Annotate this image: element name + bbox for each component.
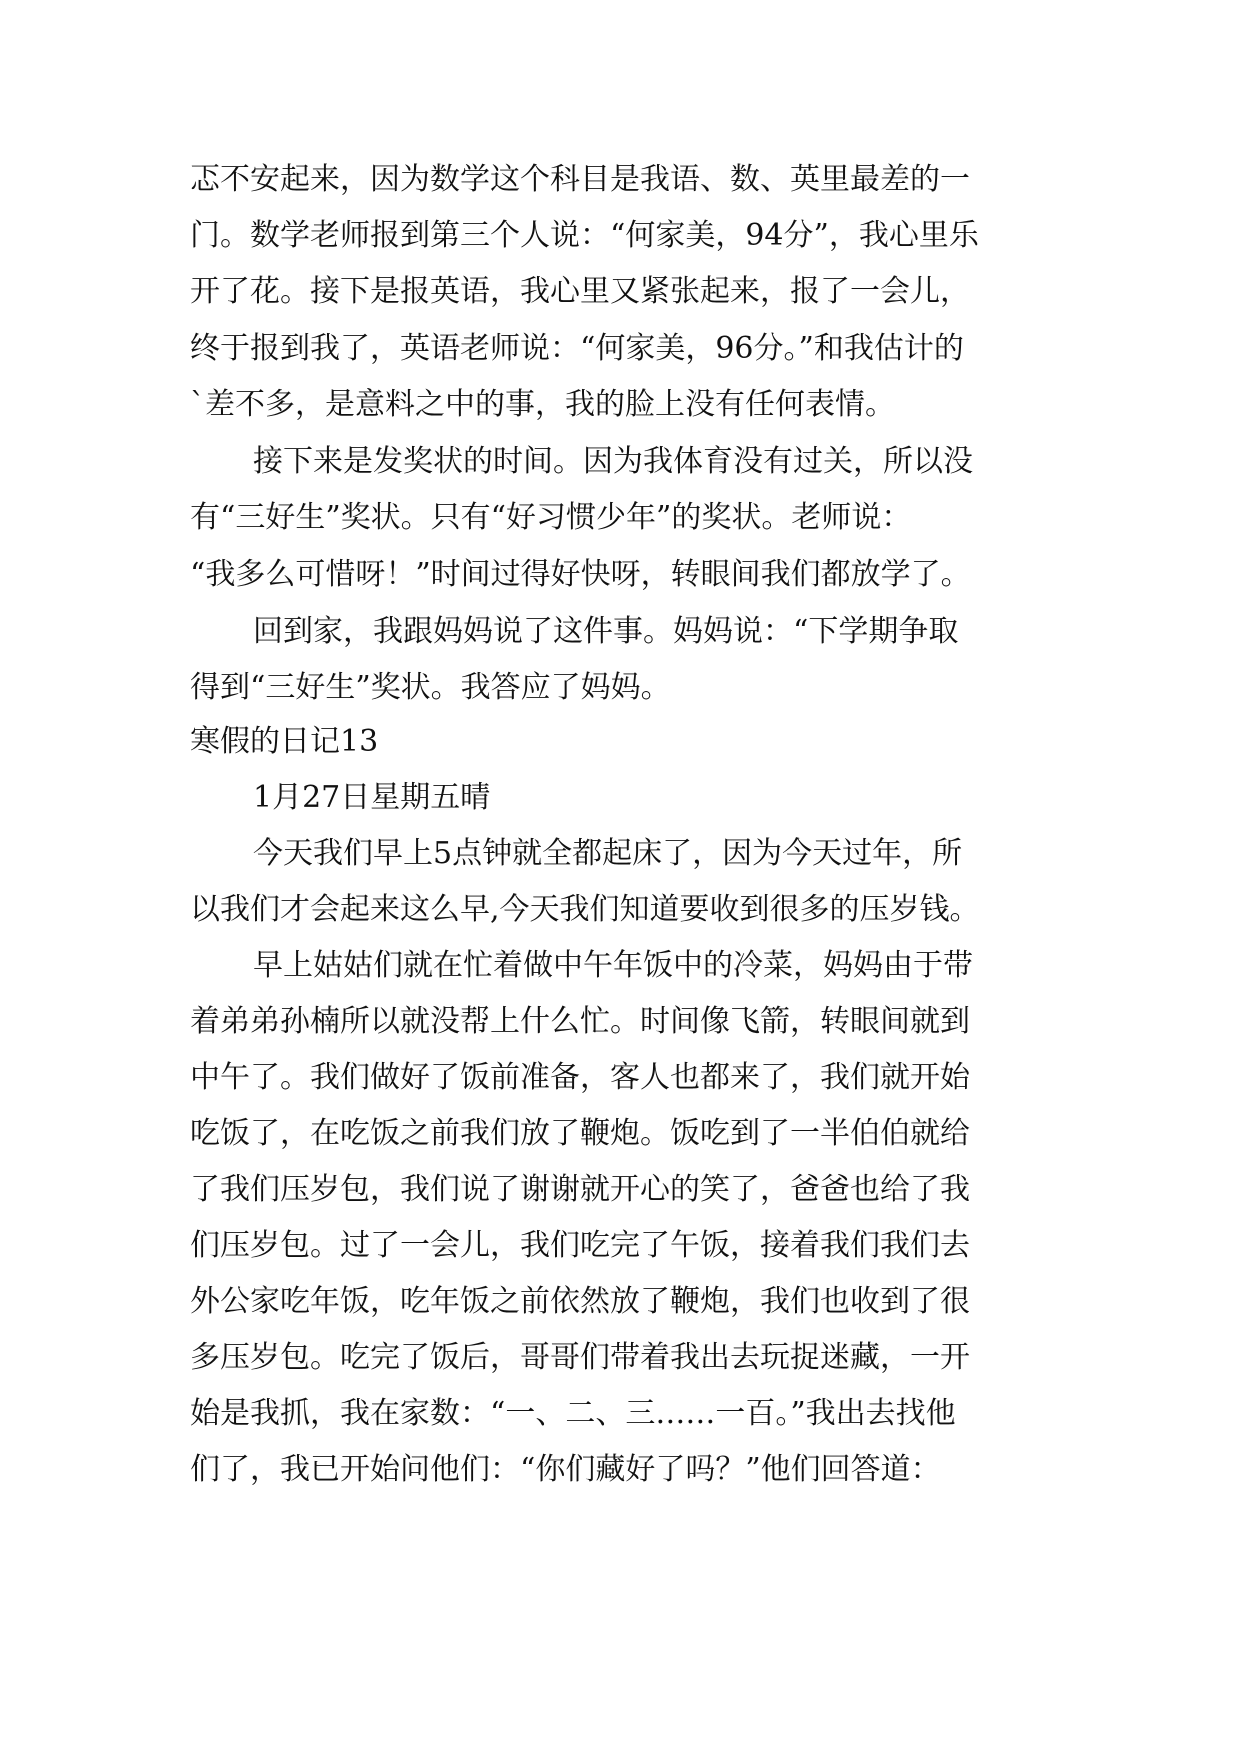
text-line: `差不多，是意料之中的事，我的脸上没有任何表情。 [190, 387, 895, 422]
text-line: 多压岁包。吃完了饭后，哥哥们带着我出去玩捉迷藏，一开 [190, 1340, 970, 1375]
text-line: 吃饭了，在吃饭之前我们放了鞭炮。饭吃到了一半伯伯就给 [190, 1116, 970, 1151]
text-line: 今天我们早上5点钟就全都起床了，因为今天过年，所 [253, 836, 963, 871]
diary-date: 1月27日星期五晴 [253, 780, 491, 815]
text-line: 着弟弟孙楠所以就没帮上什么忙。时间像飞箭，转眼间就到 [190, 1004, 970, 1039]
text-line: 始是我抓，我在家数：“一、二、三……一百。”我出去找他 [190, 1396, 956, 1431]
text-line: 终于报到我了，英语老师说：“何家美，96分。”和我估计的 [190, 331, 964, 366]
text-line: 开了花。接下是报英语，我心里又紧张起来，报了一会儿， [190, 274, 970, 309]
text-line: 外公家吃年饭，吃年饭之前依然放了鞭炮，我们也收到了很 [190, 1284, 970, 1319]
text-line: 接下来是发奖状的时间。因为我体育没有过关，所以没 [253, 444, 973, 479]
text-line: 有“三好生”奖状。只有“好习惯少年”的奖状。老师说： [190, 500, 912, 535]
text-line: 中午了。我们做好了饭前准备，客人也都来了，我们就开始 [190, 1060, 970, 1095]
text-line: 早上姑姑们就在忙着做中午年饭中的冷菜，妈妈由于带 [253, 948, 973, 983]
section-heading: 寒假的日记13 [190, 724, 379, 759]
text-line: 们压岁包。过了一会儿，我们吃完了午饭，接着我们我们去 [190, 1228, 970, 1263]
text-line: 回到家，我跟妈妈说了这件事。妈妈说：“下学期争取 [253, 614, 959, 649]
text-line: 以我们才会起来这么早,今天我们知道要收到很多的压岁钱。 [190, 892, 980, 927]
text-line: 们了，我已开始问他们：“你们藏好了吗？”他们回答道： [190, 1452, 941, 1487]
text-line: 了我们压岁包，我们说了谢谢就开心的笑了，爸爸也给了我 [190, 1172, 970, 1207]
text-line: 忑不安起来，因为数学这个科目是我语、数、英里最差的一 [190, 162, 970, 197]
text-line: “我多么可惜呀！”时间过得好快呀，转眼间我们都放学了。 [190, 557, 971, 592]
text-line: 门。数学老师报到第三个人说：“何家美，94分”，我心里乐 [190, 218, 979, 253]
text-line: 得到“三好生”奖状。我答应了妈妈。 [190, 670, 671, 705]
